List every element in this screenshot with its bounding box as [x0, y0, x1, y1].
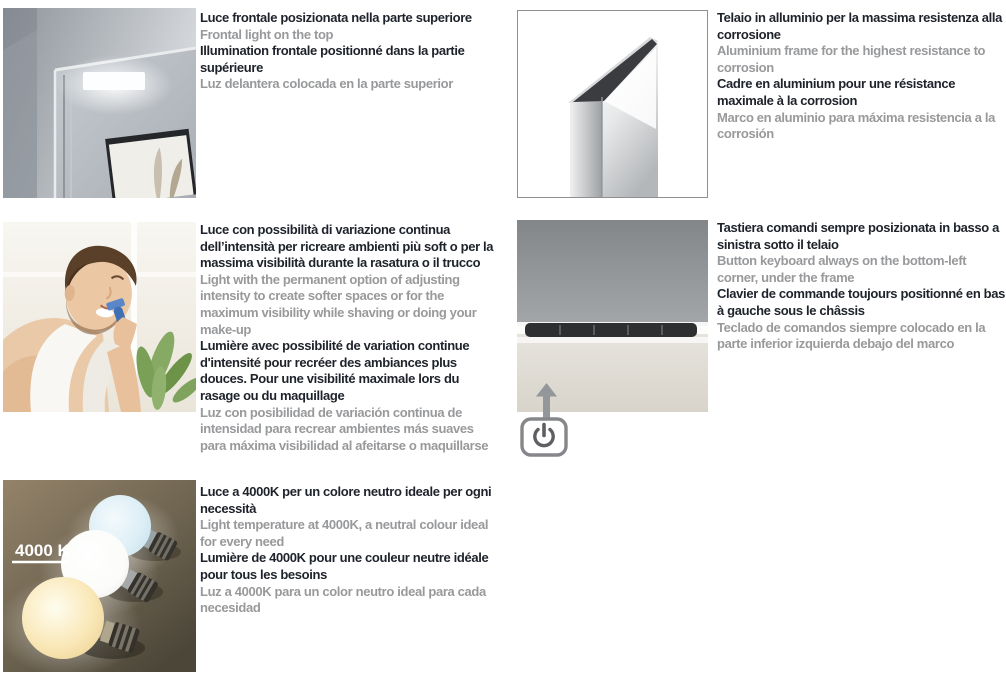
aluminium-frame-illustration [518, 11, 707, 197]
man-shaving-photo [3, 222, 196, 412]
feature-text-it: Telaio in alluminio per la massima resistenza alla corrosione [717, 10, 1002, 42]
feature-text-es: Luz con posibilidad de variación continua de intensidad para recrear ambientes más suaves para máxima visibilidad al afeitarse o maquillarse [200, 404, 489, 453]
feature-4000k-text [200, 484, 497, 617]
mirror-top-light-illustration [3, 8, 196, 198]
feature-frontal-light-text [200, 10, 497, 93]
mirror-top-light-photo [3, 8, 196, 198]
feature-text-es: Marco en aluminio para máxima resistencia a la corrosión [717, 109, 995, 142]
arrow-up-icon [536, 383, 557, 420]
feature-text-fr: Illumination frontale positionné dans la partie supérieure [200, 43, 465, 75]
feature-keyboard-text [717, 220, 1006, 353]
feature-text-fr: Lumière avec possibilité de variation continue d'intensité pour recréer des ambiances plus douces. Pour une visibilité maximale lors du rasage ou du maquillage [200, 338, 470, 403]
man-shaving-illustration [3, 222, 196, 412]
feature-text-it: Luce frontale posizionata nella parte superiore [200, 10, 472, 25]
light-bulbs-photo [3, 480, 196, 672]
feature-text-it: Luce a 4000K per un colore neutro ideale per ogni necessità [200, 484, 492, 516]
feature-text-it: Luce con possibilità di variazione continua dell’intensità per ricreare ambienti più soft o per la massima visibilità durante la rasatura o il trucco [200, 222, 494, 271]
feature-text-fr: Cadre en aluminium pour une résistance maximale à la corrosion [717, 76, 956, 108]
feature-text-es: Luz delantera colocada en la parte superior [200, 76, 453, 92]
feature-text-en: Aluminium frame for the highest resistance to corrosion [717, 43, 986, 75]
bulb-temperature-label: 4000 K [15, 541, 70, 560]
feature-text-en: Light temperature at 4000K, a neutral colour ideal for every need [200, 517, 489, 549]
feature-text-fr: Clavier de commande toujours positionné en bas à gauche sous le châssis [717, 286, 1006, 318]
feature-text-en: Frontal light on the top [200, 26, 334, 42]
feature-aluminium-frame-text [717, 10, 1006, 143]
power-button-icon [520, 417, 568, 457]
feature-text-es: Teclado de comandos siempre colocado en la parte inferior izquierda debajo del marco [717, 319, 986, 352]
feature-text-en: Light with the permanent option of adjusting intensity to create softer spaces or for the maximum visibility while shaving or doing your make-up [200, 271, 477, 337]
feature-text-es: Luz a 4000K para un color neutro ideal para cada necesidad [200, 583, 486, 616]
feature-text-it: Tastiera comandi sempre posizionata in basso a sinistra sotto il telaio [717, 220, 1000, 252]
aluminium-frame-photo [517, 10, 708, 198]
light-bulbs-illustration [3, 480, 196, 672]
feature-text-fr: Lumière de 4000K pour une couleur neutre idéale pour tous les besoins [200, 550, 489, 582]
feature-text-en: Button keyboard always on the bottom-left corner, under the frame [717, 253, 967, 285]
feature-dimmable-light-text [200, 222, 497, 454]
